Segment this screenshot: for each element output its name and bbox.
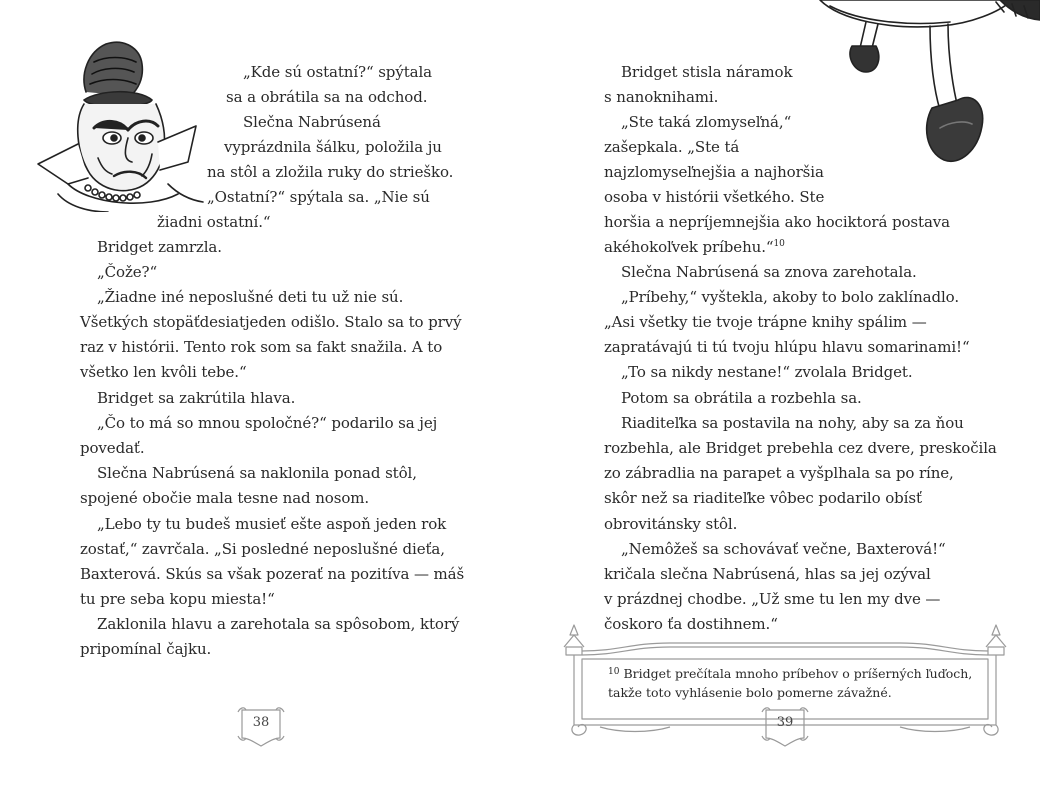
footnote-text: Bridget prečítala mnoho príbehov o príšerných ľuďoch,	[623, 666, 973, 681]
running-legs-illustration	[800, 0, 1040, 175]
text-line: Bridget zamrzla.	[97, 238, 222, 256]
text-line: tu pre seba kopu miesta!“	[80, 590, 275, 608]
text-line: „Asi všetky tie tvoje trápne knihy spálim —	[604, 313, 927, 331]
right-page	[520, 0, 1040, 800]
text-line: „Ostatní?“ spýtala sa. „Nie sú	[207, 188, 430, 206]
text-line: spojené obočie mala tesne nad nosom.	[80, 489, 370, 507]
text-line: „To sa nikdy nestane!“ zvolala Bridget.	[621, 363, 913, 381]
page-number: 38	[252, 715, 270, 730]
text-line: vyprázdnila šálku, položila ju	[224, 138, 442, 156]
text-line: najzlomyseľnejšia a najhoršia	[604, 163, 824, 181]
text-line: horšia a nepríjemnejšia ako hociktorá postava	[604, 213, 951, 231]
text-line: v prázdnej chodbe. „Už sme tu len my dve —	[604, 590, 941, 608]
text-line: „Nemôžeš sa schovávať večne, Baxterová!“	[621, 540, 946, 558]
text-line: pripomínal čajku.	[80, 640, 212, 658]
text-line: Zaklonila hlavu a zarehotala sa spôsobom, ktorý	[97, 615, 460, 633]
text-line: čoskoro ťa dostihnem.“	[604, 615, 778, 633]
text-line: Baxterová. Skús sa však pozerať na pozitíva — máš	[80, 565, 465, 583]
text-line: „Žiadne iné neposlušné deti tu už nie sú.	[97, 288, 404, 306]
text-line: osoba v histórii všetkého. Ste	[604, 188, 825, 206]
text-line: Bridget stisla náramok	[621, 63, 793, 81]
text-line: Slečna Nabrúsená sa znova zarehotala.	[621, 263, 917, 281]
text-line: „Príbehy,“ vyštekla, akoby to bolo zaklínadlo.	[621, 288, 960, 306]
text-line: Slečna Nabrúsená	[243, 113, 381, 131]
text-line: raz v histórii. Tento rok som sa fakt snažila. A to	[80, 338, 443, 356]
text-line: kričala slečna Nabrúsená, hlas sa jej ozýval	[604, 565, 931, 583]
text-line: Potom sa obrátila a rozbehla sa.	[621, 389, 862, 407]
footnote-number: 10	[608, 667, 620, 677]
text-line: akéhokoľvek príbehu.“$^{10}$	[604, 238, 785, 256]
text-line: s nanoknihami.	[604, 88, 719, 106]
text-line: na stôl a zložila ruky do strieško.	[207, 163, 454, 181]
text-line: Bridget sa zakrútila hlava.	[97, 389, 296, 407]
text-line: Riaditeľka sa postavila na nohy, aby sa za ňou	[621, 414, 964, 432]
text-line: žiadni ostatní.“	[157, 213, 271, 231]
text-line: rozbehla, ale Bridget prebehla cez dvere, preskočila	[604, 439, 997, 457]
text-line: zo zábradlia na parapet a vyšplhala sa po ríne,	[604, 464, 954, 482]
text-line: Slečna Nabrúsená sa naklonila ponad stôl,	[97, 464, 417, 482]
text-line: zostať,“ zavrčala. „Si posledné neposlušné dieťa,	[80, 540, 445, 558]
text-line: „Lebo ty tu budeš musieť ešte aspoň jeden rok	[97, 515, 447, 533]
text-line: zašepkala. „Ste tá	[604, 138, 740, 156]
text-line: „Ste taká zlomyseľná,“	[621, 113, 792, 131]
text-line: obrovitánsky stôl.	[604, 515, 738, 533]
text-line: „Čože?“	[97, 263, 158, 281]
text-line: všetko len kvôli tebe.“	[80, 363, 247, 381]
text-line: sa a obrátila sa na odchod.	[226, 88, 428, 106]
text-line: povedať.	[80, 439, 145, 457]
page-number: 39	[776, 715, 794, 730]
footnote-text: takže toto vyhlásenie bolo pomerne závažné.	[608, 685, 892, 700]
footnote-reference[interactable]: 10	[773, 239, 785, 249]
headmistress-illustration	[28, 34, 213, 212]
text-line: zapratávajú ti tú tvoju hlúpu hlavu somarinami!“	[604, 338, 970, 356]
text-line: Všetkých stopäťdesiatjeden odišlo. Stalo sa to prvý	[80, 313, 462, 331]
text-line: „Kde sú ostatní?“ spýtala	[243, 63, 432, 81]
text-line: „Čo to má so mnou spoločné?“ podarilo sa jej	[97, 414, 438, 432]
text-line: skôr než sa riaditeľke vôbec podarilo obísť	[604, 489, 922, 507]
